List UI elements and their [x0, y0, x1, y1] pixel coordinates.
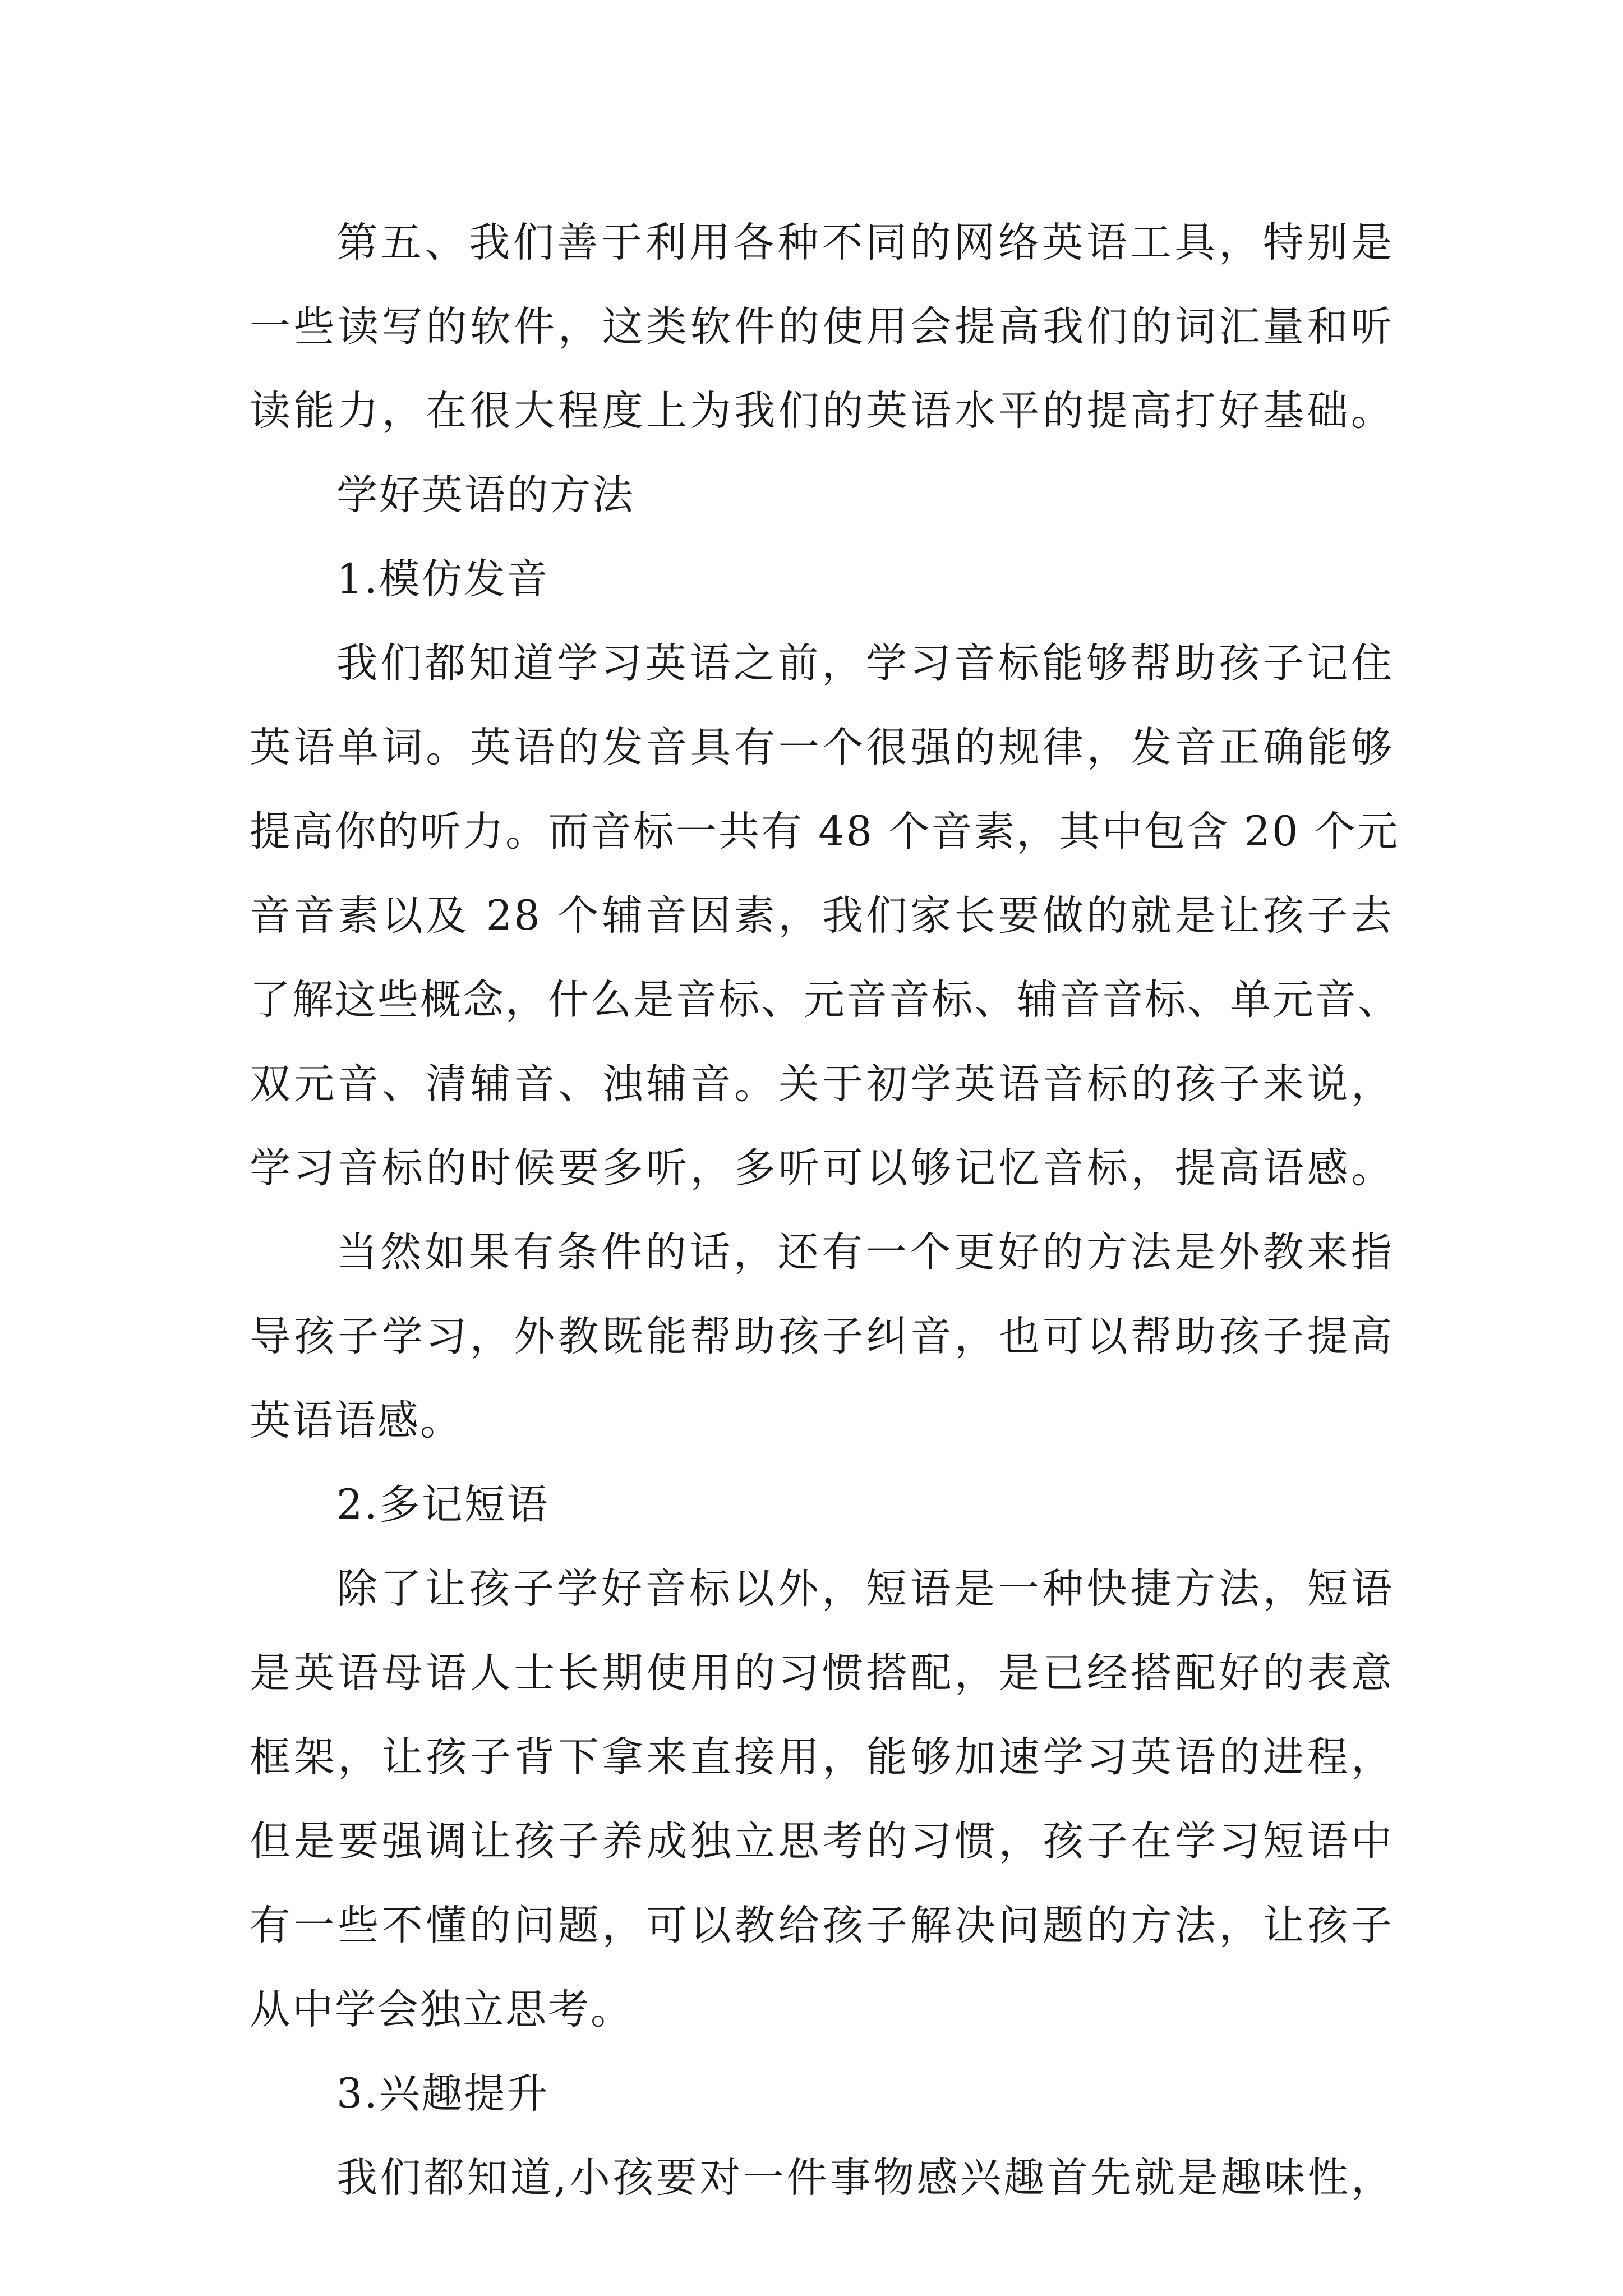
paragraph-line: 当然如果有条件的话，还有一个更好的方法是外教来指	[336, 1228, 1394, 1276]
paragraph-line: 英语单词。英语的发音具有一个很强的规律，发音正确能够	[250, 724, 1394, 771]
paragraph-line: 英语语感。	[250, 1397, 463, 1444]
subsection-heading: 3.兴趣提升	[336, 2070, 550, 2118]
paragraph-line: 一些读写的软件，这类软件的使用会提高我们的词汇量和听	[250, 303, 1394, 351]
paragraph-line: 框架，让孩子背下拿来直接用，能够加速学习英语的进程，	[250, 1733, 1394, 1781]
paragraph-line: 了解这些概念，什么是音标、元音音标、辅音音标、单元音、	[250, 976, 1400, 1024]
paragraph-line: 但是要强调让孩子养成独立思考的习惯，孩子在学习短语中	[250, 1818, 1394, 1865]
paragraph-line: 有一些不懂的问题，可以教给孩子解决问题的方法，让孩子	[250, 1902, 1394, 1949]
paragraph-line: 是英语母语人士长期使用的习惯搭配，是已经搭配好的表意	[250, 1649, 1394, 1697]
paragraph-line: 我们都知道学习英语之前，学习音标能够帮助孩子记住	[336, 639, 1394, 687]
paragraph-line: 双元音、清辅音、浊辅音。关于初学英语音标的孩子来说，	[250, 1060, 1394, 1108]
paragraph-line: 提高你的听力。而音标一共有 48 个音素，其中包含 20 个元	[250, 808, 1400, 855]
paragraph-line: 音音素以及 28 个辅音因素，我们家长要做的就是让孩子去	[250, 892, 1394, 940]
paragraph-line: 读能力，在很大程度上为我们的英语水平的提高打好基础。	[250, 387, 1394, 435]
section-heading: 学好英语的方法	[336, 471, 635, 519]
paragraph-line: 学习音标的时候要多听，多听可以够记忆音标，提高语感。	[250, 1144, 1394, 1192]
paragraph-line: 除了让孩子学好音标以外，短语是一种快捷方法，短语	[336, 1565, 1394, 1613]
paragraph-line: 第五、我们善于利用各种不同的网络英语工具，特别是	[336, 219, 1394, 266]
paragraph-line: 导孩子学习，外教既能帮助孩子纠音，也可以帮助孩子提高	[250, 1313, 1394, 1360]
subsection-heading: 1.模仿发音	[336, 555, 550, 603]
subsection-heading: 2.多记短语	[336, 1481, 550, 1529]
paragraph-line: 我们都知道,小孩要对一件事物感兴趣首先就是趣味性，	[336, 2154, 1394, 2202]
paragraph-line: 从中学会独立思考。	[250, 1986, 633, 2033]
